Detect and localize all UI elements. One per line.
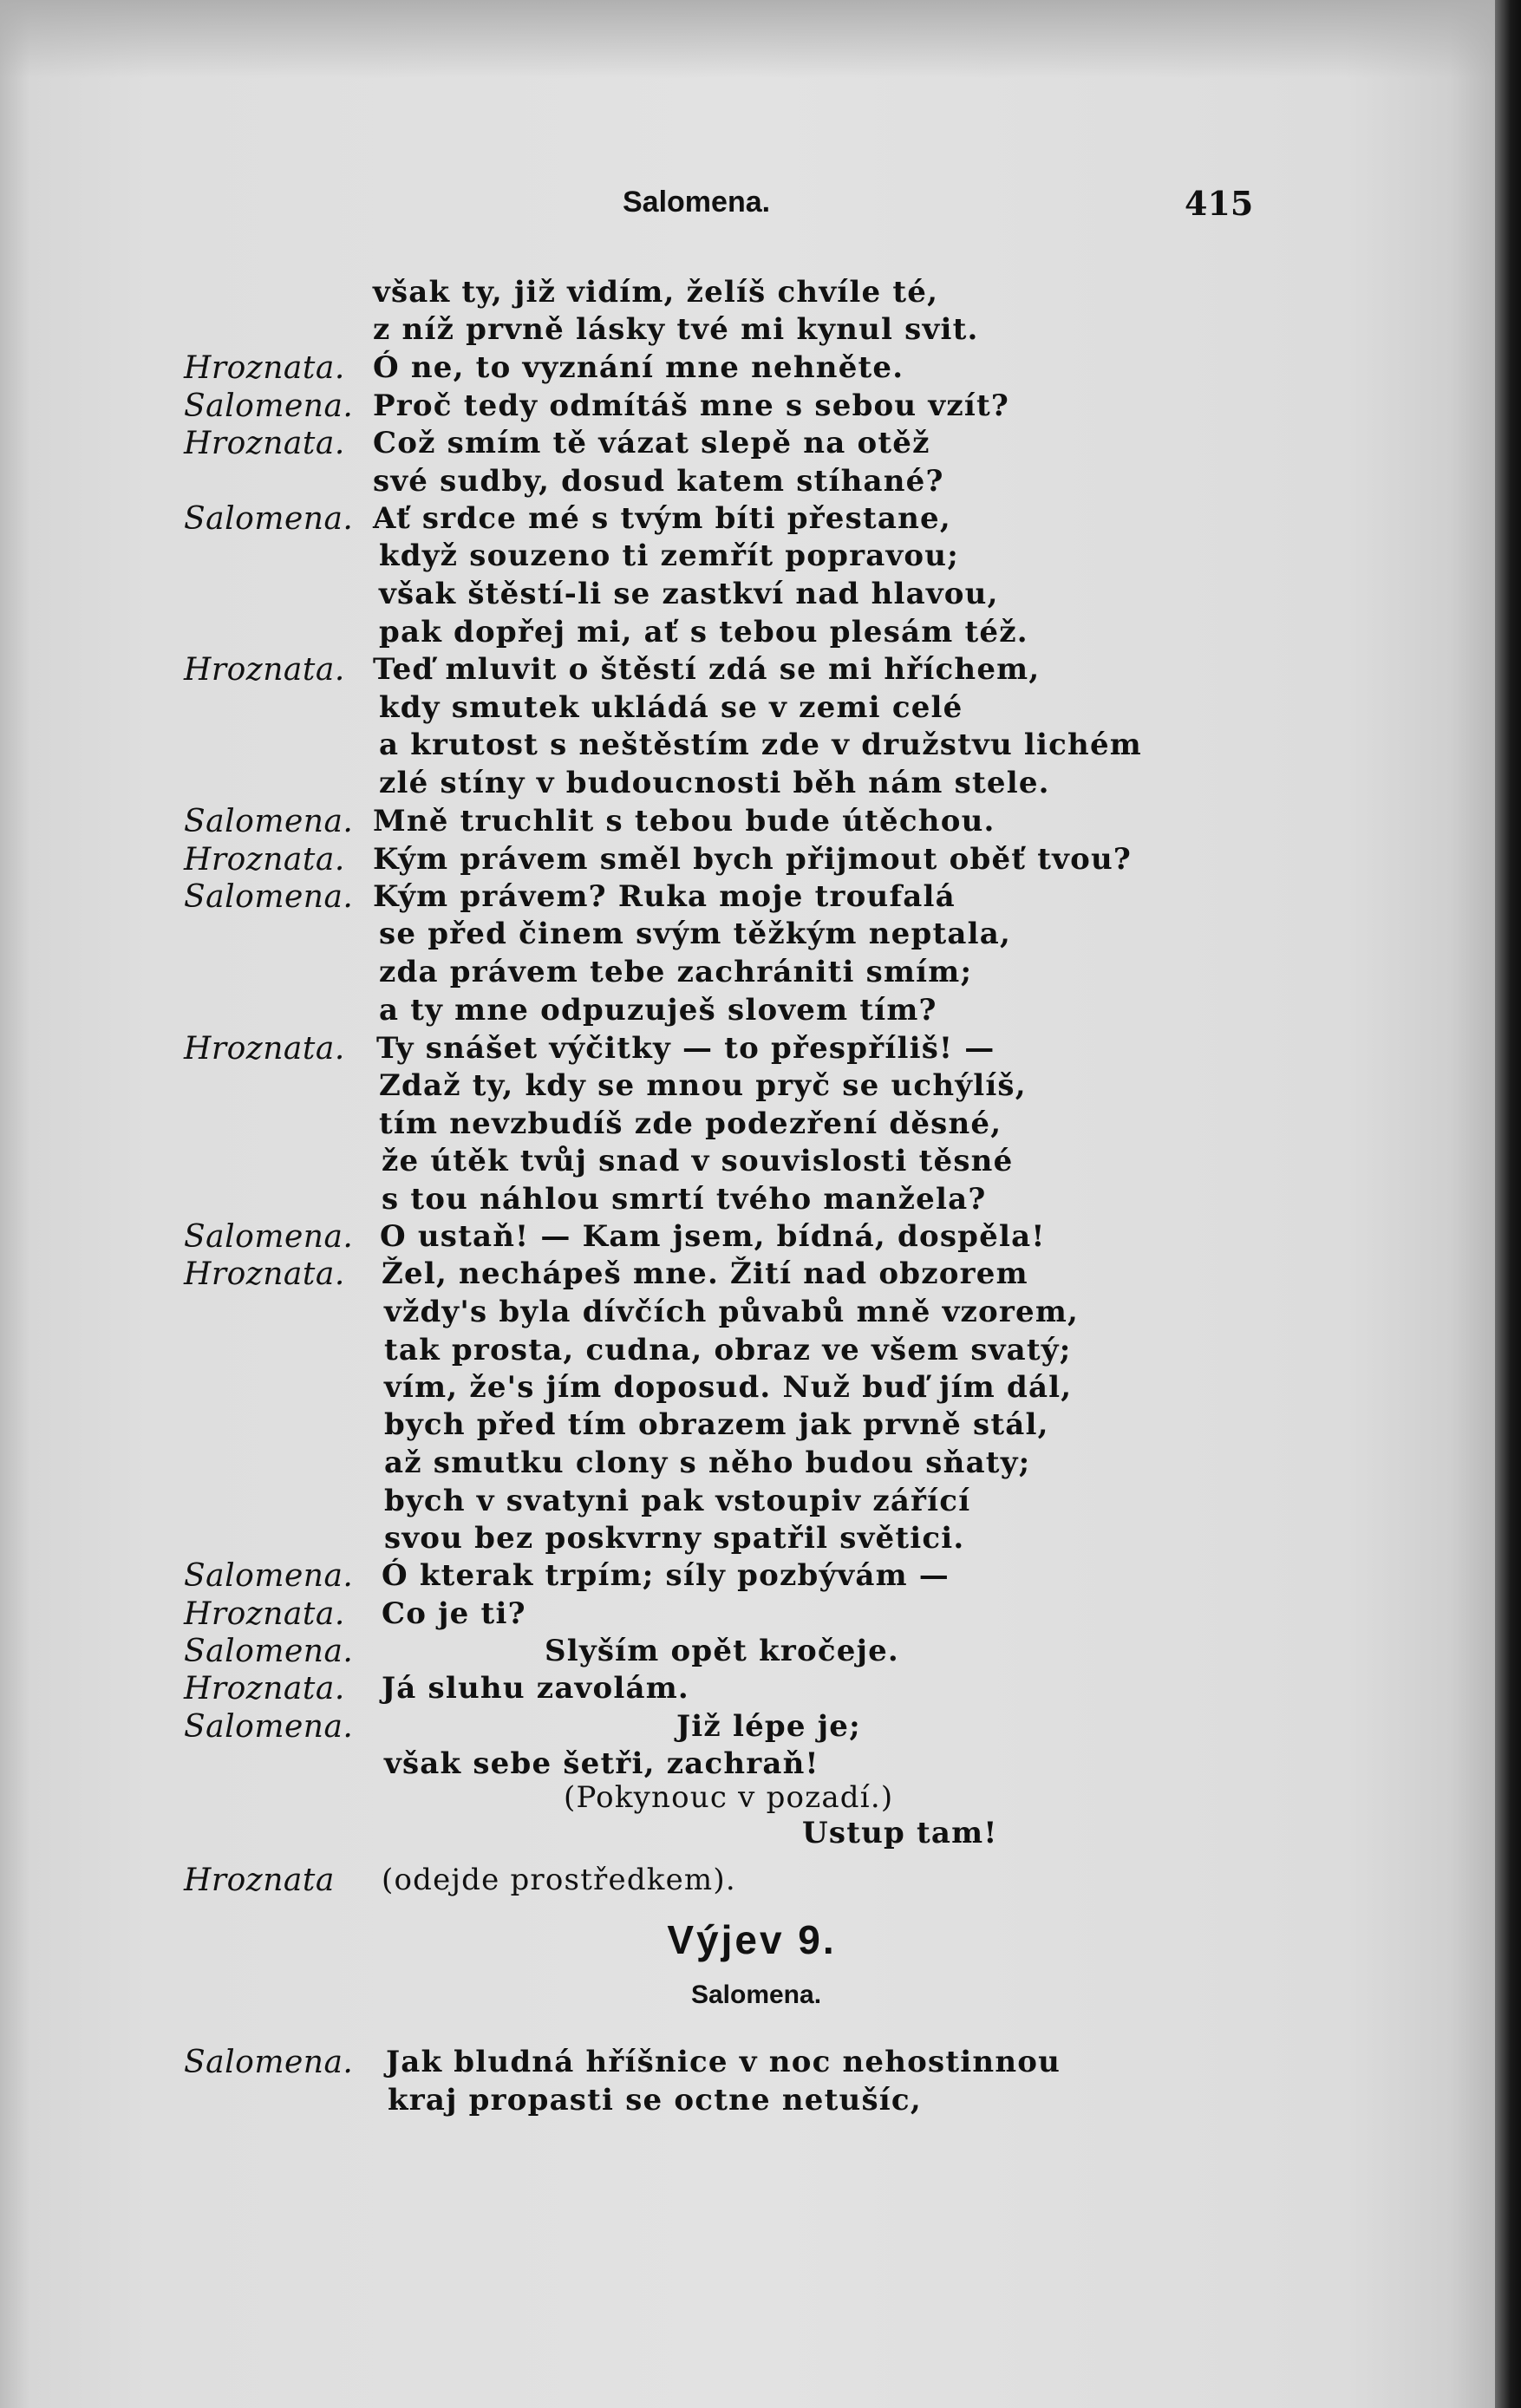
verse-text: tím nevzbudíš zde podezření děsné, (379, 1106, 1002, 1141)
verse-line (0, 689, 1495, 727)
verse-line (0, 1256, 1495, 1293)
verse-line (0, 1406, 1495, 1444)
speaker-name: Hroznata. (184, 1671, 345, 1706)
verse-text: Kým právem? Ruka moje troufalá (373, 879, 956, 914)
verse-line (0, 1746, 1495, 1783)
verse-text: svou bez poskvrny spatřil světici. (384, 1521, 965, 1556)
verse-line (0, 538, 1495, 575)
verse-line (0, 992, 1495, 1029)
verse-text: a krutost s neštěstím zde v družstvu lichém (379, 728, 1142, 762)
verse-line (0, 614, 1495, 651)
verse-text: Již lépe je; (676, 1709, 861, 1744)
verse-text: Ustup tam! (802, 1816, 998, 1850)
verse-line (0, 1369, 1495, 1406)
verse-text: Co je ti? (382, 1596, 526, 1631)
verse-line (0, 841, 1495, 878)
verse-line (0, 1030, 1495, 1067)
verse-line (0, 1294, 1495, 1331)
stage-direction: (Pokynouc v pozadí.) (564, 1780, 894, 1815)
verse-text: Zdaž ty, kdy se mnou pryč se uchýlíš, (379, 1068, 1027, 1103)
verse-text: O ustaň! — Kam jsem, bídná, dospěla! (380, 1219, 1046, 1254)
verse-text: bych před tím obrazem jak prvně stál, (384, 1407, 1049, 1442)
verse-line (0, 1332, 1495, 1369)
verse-line (0, 1106, 1495, 1143)
scene-persons: Salomena. (690, 1981, 822, 2009)
verse-text: zda právem tebe zachrániti smím; (379, 955, 973, 989)
speaker-name: Hroznata. (184, 1256, 345, 1292)
verse-line (0, 1633, 1495, 1670)
verse-text: Což smím tě vázat slepě na otěž (373, 426, 930, 460)
verse-text: kraj propasti se octne netušíc, (388, 2083, 922, 2118)
verse-line (0, 954, 1495, 991)
speaker-name: Hroznata. (184, 426, 345, 461)
verse-text: vždy's byla dívčích půvabů mně vzorem, (384, 1295, 1080, 1329)
speaker-name: Salomena. (184, 388, 354, 424)
verse-text: však sebe šetři, zachraň! (384, 1746, 819, 1781)
verse-text: až smutku clony s něho budou sňaty; (384, 1445, 1031, 1480)
verse-line (0, 878, 1495, 916)
verse-line (0, 1596, 1495, 1633)
speaker-name: Salomena. (184, 1634, 354, 1669)
verse-text: a ty mne odpuzuješ slovem tím? (379, 993, 937, 1028)
verse-line (0, 1520, 1495, 1557)
verse-text: Žel, nechápeš mne. Žití nad obzorem (382, 1256, 1028, 1291)
verse-line (0, 651, 1495, 688)
verse-line (0, 463, 1495, 500)
speaker-name: Hroznata. (184, 350, 345, 386)
verse-text: Teď mluvit o štěstí zdá se mi hříchem, (373, 652, 1041, 687)
verse-line (0, 500, 1495, 538)
verse-line (0, 311, 1495, 349)
speaker-name: Salomena. (184, 2045, 354, 2080)
verse-line (0, 1670, 1495, 1707)
verse-text: pak dopřej mi, ať s tebou plesám též. (379, 615, 1028, 649)
verse-line (0, 1708, 1495, 1746)
verse-text: však štěstí-li se zastkví nad hlavou, (379, 577, 999, 611)
verse-line (0, 1181, 1495, 1218)
page-number: 415 (1185, 184, 1254, 223)
verse-text: Ty snášet výčitky — to přespříliš! — (376, 1031, 996, 1066)
verse-line (0, 1143, 1495, 1180)
verse-line (0, 388, 1495, 425)
speaker-name: Hroznata. (184, 1031, 345, 1067)
verse-text: zlé stíny v budoucnosti běh nám stele. (379, 766, 1050, 800)
running-head: Salomena. (623, 186, 771, 219)
verse-line (0, 349, 1495, 387)
verse-text: Mně truchlit s tebou bude útěchou. (373, 804, 996, 839)
verse-line (0, 2044, 1495, 2081)
verse-line (0, 727, 1495, 764)
verse-text: tak prosta, cudna, obraz ve všem svatý; (384, 1333, 1072, 1367)
verse-line (0, 425, 1495, 462)
speaker-name: Hroznata. (184, 1596, 345, 1632)
verse-text: Ať srdce mé s tvým bíti přestane, (373, 501, 951, 536)
verse-text: z níž prvně lásky tvé mi kynul svit. (373, 312, 979, 347)
verse-line (0, 1557, 1495, 1595)
speaker-name: Hroznata. (184, 842, 345, 878)
verse-text: se před činem svým těžkým neptala, (379, 917, 1012, 951)
verse-text: když souzeno ti zemřít popravou; (379, 538, 959, 573)
verse-text: své sudby, dosud katem stíhané? (373, 464, 944, 499)
speaker-name: Salomena. (184, 1709, 354, 1745)
speaker-name: Salomena. (184, 501, 354, 537)
verse-text: že útěk tvůj snad v souvislosti těsné (382, 1144, 1014, 1178)
verse-text: Kým právem směl bych přijmout oběť tvou? (373, 842, 1133, 877)
speaker-name: Hroznata. (184, 652, 345, 688)
stage-direction: (odejde prostředkem). (382, 1863, 736, 1897)
verse-text: však ty, již vidím, želíš chvíle té, (373, 275, 939, 310)
verse-text: vím, že's jím doposud. Nuž buď jím dál, (384, 1370, 1073, 1405)
verse-text: s tou náhlou smrtí tvého manžela? (382, 1182, 987, 1217)
verse-line (0, 1779, 1495, 1817)
verse-line (0, 803, 1495, 840)
verse-text: Ó kterak trpím; síly pozbývám — (382, 1558, 950, 1593)
verse-text: kdy smutek ukládá se v zemi celé (379, 690, 963, 725)
speaker-name: Salomena. (184, 1558, 354, 1594)
verse-text: bych v svatyni pak vstoupiv zářící (384, 1484, 971, 1518)
speaker-name: Salomena. (184, 879, 354, 915)
verse-text: Ó ne, to vyznání mne nehněte. (373, 350, 904, 385)
scan-edge-shadow (1495, 0, 1521, 2408)
scene-title: Výjev 9. (667, 1917, 837, 1962)
verse-line (0, 1483, 1495, 1520)
verse-line (0, 1862, 1495, 1899)
verse-text: Já sluhu zavolám. (382, 1671, 689, 1706)
speaker-name: Salomena. (184, 804, 354, 839)
verse-line (0, 1815, 1495, 1852)
verse-text: Proč tedy odmítáš mne s sebou vzít? (373, 388, 1009, 423)
verse-line (0, 916, 1495, 953)
verse-line (0, 1445, 1495, 1482)
verse-text: Jak bludná hříšnice v noc nehostinnou (386, 2045, 1061, 2079)
verse-line (0, 274, 1495, 311)
verse-line (0, 1218, 1495, 1256)
verse-line (0, 576, 1495, 613)
verse-line (0, 1067, 1495, 1105)
verse-line (0, 765, 1495, 802)
verse-text: Slyším opět kročeje. (545, 1634, 899, 1668)
speaker-name: Hroznata (184, 1863, 335, 1898)
verse-line (0, 2082, 1495, 2119)
speaker-name: Salomena. (184, 1219, 354, 1255)
